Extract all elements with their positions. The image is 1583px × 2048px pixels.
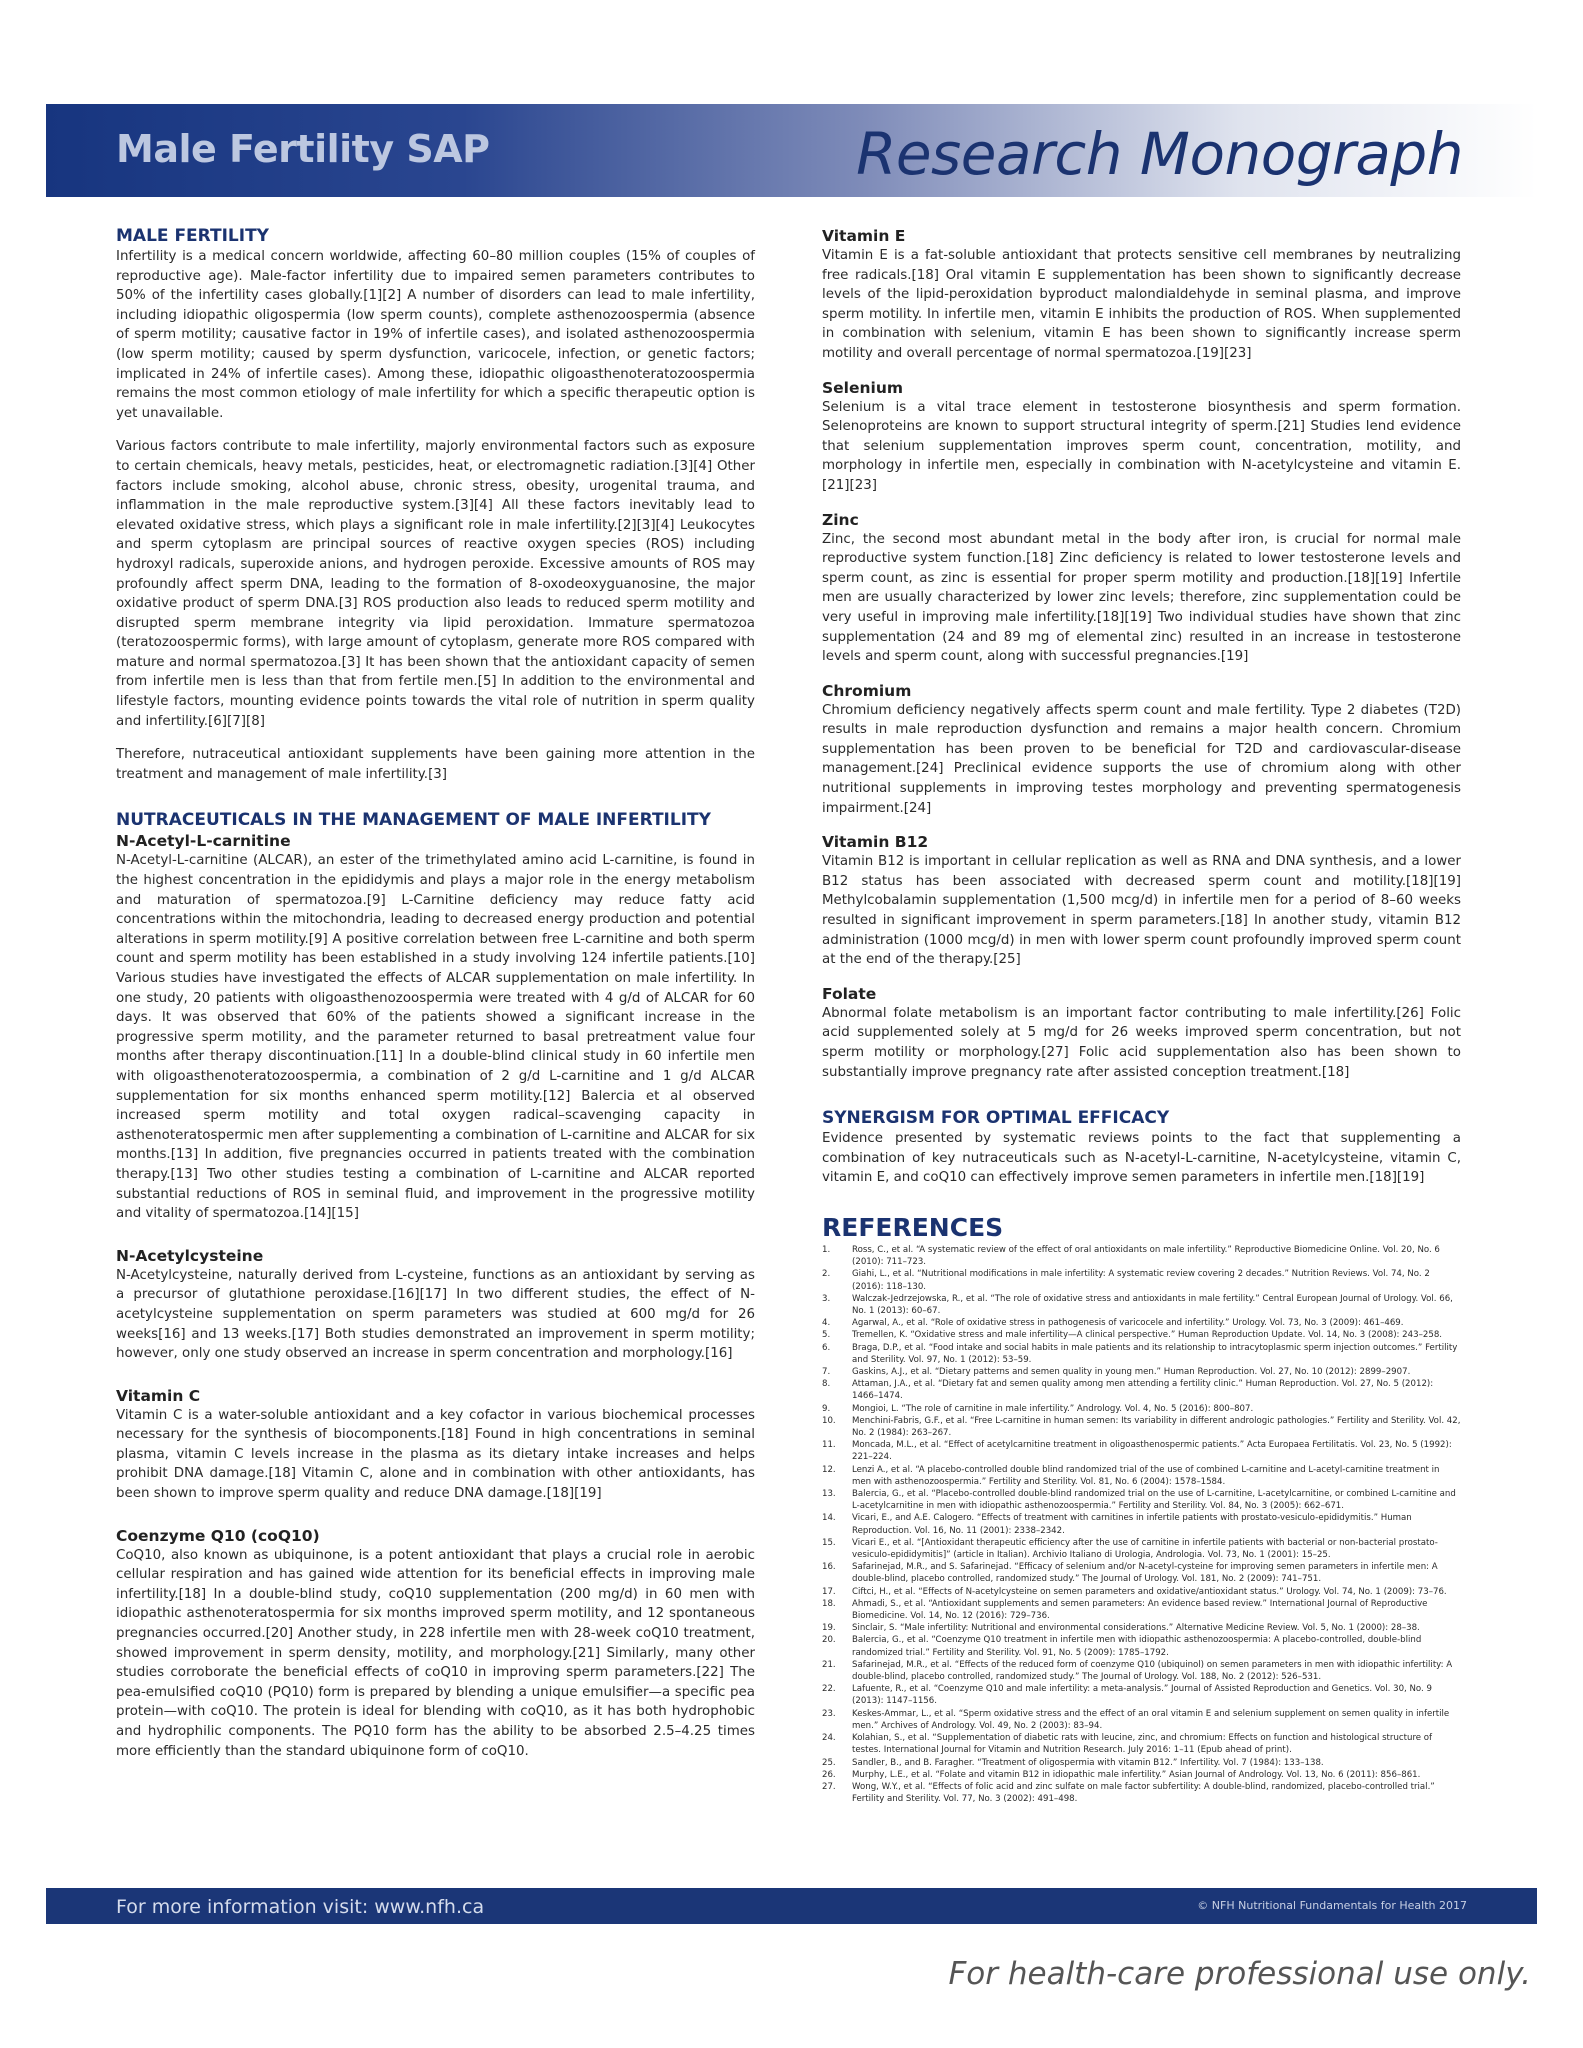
reference-number: 22.: [822, 1684, 836, 1695]
reference-text: Menchini-Fabris, G.F., et al. “Free L-carnitine in human semen: Its variability in different andrologic pathologies.” Fertility and Sterility. Vol. 42, No. 2 (1984): 263–267.: [852, 1415, 1461, 1439]
reference-text: Kolahian, S., et al. “Supplementation of diabetic rats with leucine, zinc, and chromium: Effects on function and histological structure of testes. International Journal for Vitamin and Nutrition Research. July 2016: 1–11 (Epub ahead of print).: [852, 1733, 1433, 1756]
reference-item: [822, 1293, 1461, 1317]
reference-number: 12.: [822, 1464, 836, 1475]
right-column: [822, 226, 1461, 1805]
footer-bar: [46, 1888, 1537, 1924]
reference-number: 2.: [822, 1269, 831, 1280]
reference-text: Ross, C., et al. “A systematic review of the effect of oral antioxidants on male infertility.” Reproductive Biomedicine Online. Vol. 20, No. 6 (2010): 711–723.: [852, 1244, 1440, 1268]
coq10-heading: Coenzyme Q10 (coQ10): [116, 1526, 320, 1545]
reference-item: [822, 1708, 1461, 1732]
reference-number: 8.: [822, 1379, 831, 1390]
selenium-heading: Selenium: [822, 378, 904, 397]
reference-item: [822, 1512, 1461, 1536]
reference-item: [822, 1268, 1461, 1292]
reference-item: [822, 1537, 1461, 1561]
reference-text: Keskes-Ammar, L., et al. “Sperm oxidative stress and the effect of an oral vitamin E and selenium supplement on semen quality in infertile men.” Archives of Andrology. Vol. 49, No. 2 (2003): 83–94.: [852, 1708, 1450, 1731]
reference-text: Vicari E., et al. “[Antioxidant therapeutic efficiency after the use of carnitine in infertile patients with bacterial or non-bacterial prostato-vesiculo-epididymitis]” (article in Italian). Archivio Italiano di Urologia, Andrologia. Vol. 73, No. 1 (2001): 15–25.: [852, 1537, 1438, 1561]
reference-item: [822, 1329, 1461, 1341]
zinc-heading: Zinc: [822, 510, 859, 529]
vitamin-b12-heading: Vitamin B12: [822, 833, 929, 852]
reference-number: 5.: [822, 1330, 831, 1341]
reference-text: Attaman, J.A., et al. “Dietary fat and semen quality among men attending a fertility clinic.” Human Reproduction. Vol. 27, No. 5 (2012): 1466–1474.: [852, 1379, 1434, 1402]
reference-item: [822, 1561, 1461, 1585]
reference-item: [822, 1732, 1461, 1756]
reference-item: [822, 1488, 1461, 1512]
reference-number: 16.: [822, 1562, 836, 1573]
reference-number: 18.: [822, 1598, 836, 1609]
references-list: [822, 1244, 1461, 1805]
footer-copyright: © NFH Nutritional Fundamentals for Health 2017: [1197, 1899, 1467, 1912]
reference-number: 4.: [822, 1318, 831, 1329]
reference-text: Balercia, G., et al. “Coenzyme Q10 treatment in infertile men with idiopathic asthenozoospermia: A placebo-controlled, double-blind randomized trial.” Fertility and Sterility. Vol. 91, No. 5 (2009): 1785–1792.: [852, 1635, 1422, 1658]
vitamin-c-text: Vitamin C is a water-soluble antioxidant and a key cofactor in various biochemical processes necessary for the synthesis of biocomponents.[18] Found in high concentrations in seminal plasma, vitamin C levels increase in the plasma as its dietary intake increases and helps prohibit DNA damage.[18] Vitamin C, alone and in combination with other antioxidants, has been shown to improve sperm quality and reduce DNA damage.[18][19]: [116, 1407, 755, 1502]
reference-text: Ahmadi, S., et al. “Antioxidant supplements and semen parameters: An evidence based review.” International Journal of Reproductive Biomedicine. Vol. 14, No. 12 (2016): 729–736.: [852, 1598, 1428, 1622]
nutraceuticals-heading: NUTRACEUTICALS IN THE MANAGEMENT OF MALE INFERTILITY: [116, 810, 711, 831]
reference-item: [822, 1586, 1461, 1598]
reference-number: 1.: [822, 1244, 831, 1255]
vitamin-b12-text: Vitamin B12 is important in cellular replication as well as RNA and DNA synthesis, and a lower B12 status has been associated with decreased sperm count and motility.[18][19] Methylcobalamin supplementation (1,500 mcg/d) in infertile men for a period of 8–60 weeks resulted in significant improvement in sperm parameters.[18] In another study, vitamin B12 administration (1000 mcg/d) in men with lower sperm count profoundly improved sperm count at the end of the therapy.[25]: [822, 854, 1461, 968]
reference-item: [822, 1634, 1461, 1658]
left-column: [116, 226, 755, 1761]
reference-item: [822, 1464, 1461, 1488]
references-heading: REFERENCES: [822, 1212, 1004, 1242]
reference-text: Safarinejad, M.R., et al. “Effects of the reduced form of coenzyme Q10 (ubiquinol) on semen parameters in men with idiopathic infertility: A double-blind, placebo controlled, randomized study.” The Journal of Urology. Vol. 188, No. 2 (2012): 526–531.: [852, 1659, 1453, 1683]
reference-item: [822, 1366, 1461, 1378]
reference-item: [822, 1683, 1461, 1707]
reference-item: [822, 1317, 1461, 1329]
reference-text: Gaskins, A.J., et al. “Dietary patterns and semen quality in young men.” Human Reproduction. Vol. 27, No. 10 (2012): 2899–2907.: [852, 1367, 1411, 1377]
reference-number: 7.: [822, 1367, 831, 1377]
reference-number: 25.: [822, 1757, 836, 1768]
reference-text: Sinclair, S. “Male infertility: Nutritional and environmental considerations.” Alternative Medicine Review. Vol. 5, No. 1 (2000): 28–38.: [852, 1623, 1420, 1634]
reference-number: 19.: [822, 1623, 836, 1634]
reference-text: Walczak-Jedrzejowska, R., et al. “The role of oxidative stress and antioxidants in male fertility.” Central European Journal of Urology. Vol. 66, No. 1 (2013): 60–67.: [852, 1293, 1453, 1316]
reference-text: Giahi, L., et al. “Nutritional modifications in male infertility: A systematic review covering 2 decades.” Nutrition Reviews. Vol. 74, No. 2 (2016): 118–130.: [852, 1269, 1430, 1292]
reference-number: 15.: [822, 1537, 836, 1548]
male-fertility-p3: Therefore, nutraceutical antioxidant supplements have been gaining more attention in the treatment and management of male infertility.[3]: [116, 747, 755, 782]
reference-item: [822, 1659, 1461, 1683]
coq10-text: CoQ10, also known as ubiquinone, is a potent antioxidant that plays a crucial role in aerobic cellular respiration and has gained wide attention for its beneficial effects in improving male infertility.[18] In a double-blind study, coQ10 supplementation (200 mg/d) in 60 men with idiopathic asthenoteratospermia for six months improved sperm motility, and 12 spontaneous pregnancies occurred.[20] Another study, in 228 infertile men with 28-week coQ10 treatment, showed improvement in sperm density, motility, and morphology.[21] Similarly, many other studies corroborate the beneficial effects of coQ10 in improving sperm parameters.[22] The pea-emulsified coQ10 (PQ10) form is prepared by blending a unique emulsifier—a specific pea protein—with coQ10. The protein is ideal for blending with coQ10, as it has both hydrophobic and hydrophilic components. The PQ10 form has the ability to be absorbed 2.5–4.25 times more efficiently than the standard ubiquinone form of coQ10.: [116, 1547, 755, 1759]
reference-text: Sandler, B., and B. Faragher. “Treatment of oligospermia with vitamin B12.” Infertility. Vol. 7 (1984): 133–138.: [852, 1757, 1324, 1768]
reference-number: 17.: [822, 1586, 836, 1597]
reference-number: 14.: [822, 1513, 836, 1524]
reference-item: [822, 1378, 1461, 1402]
reference-item: [822, 1415, 1461, 1439]
reference-item: [822, 1781, 1461, 1805]
reference-text: Safarinejad, M.R., and S. Safarinejad. “Efficacy of selenium and/or N-acetyl-cysteine for improving semen parameters in infertile men: A double-blind, placebo controlled, randomized study.” The Journal of Urology. Vol. 181, No. 2 (2009): 741–751.: [852, 1562, 1438, 1585]
reference-text: Vicari, E., and A.E. Calogero. “Effects of treatment with carnitines in infertile patients with prostato-vesiculo-epididymitis.” Human Reproduction. Vol. 16, No. 11 (2001): 2338–2342.: [852, 1513, 1412, 1536]
reference-text: Agarwal, A., et al. “Role of oxidative stress in pathogenesis of varicocele and infertility.” Urology. Vol. 73, No. 3 (2009): 461–469.: [852, 1318, 1404, 1329]
reference-number: 26.: [822, 1769, 836, 1780]
male-fertility-heading: MALE FERTILITY: [116, 226, 269, 246]
reference-item: [822, 1757, 1461, 1769]
reference-text: Tremellen, K. “Oxidative stress and male infertility—A clinical perspective.” Human Reproduction Update. Vol. 14, No. 3 (2008): 243–258.: [852, 1330, 1443, 1341]
reference-text: Lafuente, R., et al. “Coenzyme Q10 and male infertility: a meta-analysis.” Journal of Assisted Reproduction and Genetics. Vol. 30, No. 9 (2013): 1147–1156.: [852, 1684, 1432, 1707]
male-fertility-p2: Various factors contribute to male infertility, majorly environmental factors such as exposure to certain chemicals, heavy metals, pesticides, heat, or electromagnetic radiation.[3][4] Other factors include smoking, alcohol abuse, chronic stress, obesity, urogenital trauma, and inflammation in the male reproductive system.[3][4] All these factors inevitably lead to elevated oxidative stress, which plays a significant role in male infertility.[2][3][4] Leukocytes and sperm cytoplasm are principal sources of reactive oxygen species (ROS) including hydroxyl radicals, superoxide anions, and hydrogen peroxide. Excessive amounts of ROS may profoundly affect sperm DNA, leading to the formation of 8-oxodeoxyguanosine, the major oxidative product of sperm DNA.[3] ROS production also leads to reduced sperm motility and disrupted sperm membrane integrity via lipid peroxidation. Immature spermatozoa (teratozoospermic forms), with large amount of cytoplasm, generate more ROS compared with mature and normal spermatozoa.[3] It has been shown that the antioxidant capacity of semen from infertile men is less than that from fertile men.[5] In addition to the environmental and lifestyle factors, mounting evidence points towards the vital role of nutrition in sperm quality and infertility.[6][7][8]: [116, 439, 755, 729]
reference-number: 11.: [822, 1440, 836, 1451]
reference-number: 21.: [822, 1659, 836, 1670]
reference-text: Balercia, G., et al. “Placebo-controlled double-blind randomized trial on the use of L-carnitine, L-acetylcarnitine, or combined L-carnitine and L-acetylcarnitine in men with idiopathic asthenozoospermia.” Fertility and Sterility. Vol. 84, No. 3 (2005): 662–671.: [852, 1489, 1456, 1512]
vitamin-e-heading: Vitamin E: [822, 227, 906, 245]
reference-number: 13.: [822, 1489, 836, 1500]
chromium-heading: Chromium: [822, 681, 912, 700]
reference-number: 10.: [822, 1415, 836, 1426]
reference-item: [822, 1403, 1461, 1415]
folate-heading: Folate: [822, 984, 877, 1003]
reference-text: Wong, W.Y., et al. “Effects of folic acid and zinc sulfate on male factor subfertility: A double-blind, randomized, placebo-controlled trial.” Fertility and Sterility. Vol. 77, No. 3 (2002): 491–498.: [852, 1781, 1435, 1805]
reference-item: [822, 1769, 1461, 1781]
reference-text: Moncada, M.L., et al. “Effect of acetylcarnitine treatment in oligoasthenospermic patients.” Acta Europaea Fertilitatis. Vol. 23, No. 5 (1992): 221–224.: [852, 1440, 1452, 1463]
footer-info-link[interactable]: For more information visit: www.nfh.ca: [116, 1896, 485, 1918]
reference-item: [822, 1622, 1461, 1634]
reference-number: 27.: [822, 1781, 836, 1792]
vitamin-c-heading: Vitamin C: [116, 1386, 201, 1405]
synergism-heading: SYNERGISM FOR OPTIMAL EFFICACY: [822, 1108, 1170, 1129]
reference-text: Mongioi, L. “The role of carnitine in male infertility.” Andrology. Vol. 4, No. 5 (2016): 800–807.: [852, 1403, 1254, 1414]
selenium-text: Selenium is a vital trace element in testosterone biosynthesis and sperm formation. Selenoproteins are known to support structural integrity of sperm.[21] Studies lend evidence that selenium supplementation improves sperm count, concentration, motility, and morphology in infertile men, especially in combination with N-acetylcysteine and vitamin E.[21][23]: [822, 399, 1461, 493]
reference-number: 24.: [822, 1733, 836, 1744]
chromium-text: Chromium deficiency negatively affects sperm count and male fertility. Type 2 diabetes (T2D) results in male reproduction dysfunction and remains a major health concern. Chromium supplementation has been proven to be beneficial for T2D and cardiovascular-disease management.[24] Preclinical evidence supports the use of chromium along with other nutritional supplements in improving testes morphology and preventing spermatogenesis impairment.[24]: [822, 702, 1461, 816]
vitamin-e-text: Vitamin E is a fat-soluble antioxidant that protects sensitive cell membranes by neutralizing free radicals.[18] Oral vitamin E supplementation has been shown to significantly decrease levels of the lipid-peroxidation byproduct malondialdehyde in seminal plasma, and improve sperm motility. In infertile men, vitamin E inhibits the production of ROS. When supplemented in combination with selenium, vitamin E has been shown to significantly increase sperm motility and overall percentage of normal spermatozoa.[19][23]: [822, 248, 1461, 361]
reference-item: [822, 1598, 1461, 1622]
professional-use-tagline: For health-care professional use only.: [948, 1956, 1531, 1992]
nac-text: N-Acetylcysteine, naturally derived from L-cysteine, functions as an antioxidant by serving as a precursor of glutathione peroxidase.[16][17] In two different studies, the effect of N-acetylcysteine supplementation on sperm parameters was studied at 600 mg/d for 26 weeks[16] and 13 weeks.[17] Both studies demonstrated an improvement in sperm motility; however, only one study observed an increase in sperm concentration and morphology.[16]: [116, 1267, 755, 1362]
nac-heading: N-Acetylcysteine: [116, 1246, 264, 1265]
male-fertility-p1: Infertility is a medical concern worldwide, affecting 60–80 million couples (15% of couples of reproductive age). Male-factor infertility due to impaired semen parameters contributes to 50% of the infertility cases globally.[1][2] A number of disorders can lead to male infertility, including idiopathic oligospermia (low sperm counts), complete asthenozoospermia (absence of sperm motility; causative factor in 19% of infertile cases), and isolated asthenozoospermia (low sperm motility; caused by sperm dysfunction, varicocele, infection, or genetic factors; implicated in 24% of infertile cases). Among these, idiopathic oligoasthenoteratozoospermia remains the most common etiology of male infertility for which a specific therapeutic option is yet unavailable.: [116, 249, 755, 421]
reference-item: [822, 1342, 1461, 1366]
folate-text: Abnormal folate metabolism is an important factor contributing to male infertility.[26] Folic acid supplemented solely at 5 mg/d for 26 weeks improved sperm concentration, but not sperm motility or morphology.[27] Folic acid supplementation also has been shown to substantially improve pregnancy rate after assisted conception treatment.[18]: [822, 1005, 1461, 1080]
alcar-heading: N-Acetyl-L-carnitine: [116, 832, 291, 851]
reference-text: Braga, D.P., et al. “Food intake and social habits in male patients and its relationship to intracytoplasmic sperm injection outcomes.” Fertility and Sterility. Vol. 97, No. 1 (2012): 53–59.: [852, 1342, 1458, 1365]
reference-number: 6.: [822, 1342, 831, 1353]
reference-number: 23.: [822, 1708, 836, 1719]
monograph-title: Research Monograph: [856, 120, 1463, 188]
reference-text: Ciftci, H., et al. “Effects of N-acetylcysteine on semen parameters and oxidative/antioxidant status.” Urology. Vol. 74, No. 1 (2009): 73–76.: [852, 1586, 1447, 1597]
reference-text: Murphy, L.E., et al. “Folate and vitamin B12 in idiopathic male infertility.” Asian Journal of Andrology. Vol. 13, No. 6 (2011): 856–861.: [852, 1769, 1421, 1780]
reference-item: [822, 1244, 1461, 1268]
reference-number: 9.: [822, 1403, 831, 1414]
synergism-text: Evidence presented by systematic reviews points to the fact that supplementing a combination of key nutraceuticals such as N-acetyl-L-carnitine, N-acetylcysteine, vitamin C, vitamin E, and coQ10 can effectively improve semen parameters in infertile men.[18][19]: [822, 1131, 1461, 1186]
reference-number: 3.: [822, 1293, 831, 1304]
reference-number: 20.: [822, 1635, 836, 1646]
reference-item: [822, 1439, 1461, 1463]
alcar-text: N-Acetyl-L-carnitine (ALCAR), an ester of the trimethylated amino acid L-carnitine, is found in the highest concentration in the epididymis and plays a major role in the energy metabolism and maturation of spermatozoa.[9] L-Carnitine deficiency may reduce fatty acid concentrations within the mitochondria, leading to decreased energy production and potential alterations in sperm motility.[9] A positive correlation between free L-carnitine and both sperm count and sperm motility has been established in a study involving 124 infertile patients.[10] Various studies have investigated the effects of ALCAR supplementation on male infertility. In one study, 20 patients with oligoasthenozoospermia were treated with 4 g/d of ALCAR for 60 days. It was observed that 60% of the patients showed a significant increase in the progressive sperm motility, and the parameter returned to basal pretreatment value four months after therapy discontinuation.[11] In a double-blind clinical study in 60 infertile men with oligoasthenoteratozoospermia, a combination of 2 g/d L-carnitine and 1 g/d ALCAR supplementation for six months enhanced sperm motility.[12] Balercia et al observed increased sperm motility and total oxygen radical–scavenging capacity in asthenoteratospermic men after supplementing a combination of L-carnitine and ALCAR for six months.[13] In addition, five pregnancies occurred in patients treated with the combination therapy.[13] Two other studies testing a combination of L-carnitine and ALCAR reported substantial reductions of ROS in seminal fluid, and improvement in the progressive motility and vitality of spermatozoa.[14][15]: [116, 853, 755, 1222]
zinc-text: Zinc, the second most abundant metal in the body after iron, is crucial for normal male reproductive system function.[18] Zinc deficiency is related to lower testosterone levels and sperm count, as zinc is essential for proper sperm motility and production.[18][19] Infertile men are usually characterized by lower zinc levels; therefore, zinc supplementation could be very useful in improving male infertility.[18][19] Two individual studies have shown that zinc supplementation (24 and 89 mg of elemental zinc) resulted in an increase in testosterone levels and sperm count, along with successful pregnancies.[19]: [822, 531, 1461, 665]
reference-text: Lenzi A., et al. “A placebo-controlled double blind randomized trial of the use of combined L-carnitine and L-acetyl-carnitine treatment in men with asthenozoospermia.” Fertility and Sterility. Vol. 81, No. 6 (2004): 1578–1584.: [852, 1464, 1440, 1487]
brand-title: Male Fertility SAP: [116, 127, 490, 171]
